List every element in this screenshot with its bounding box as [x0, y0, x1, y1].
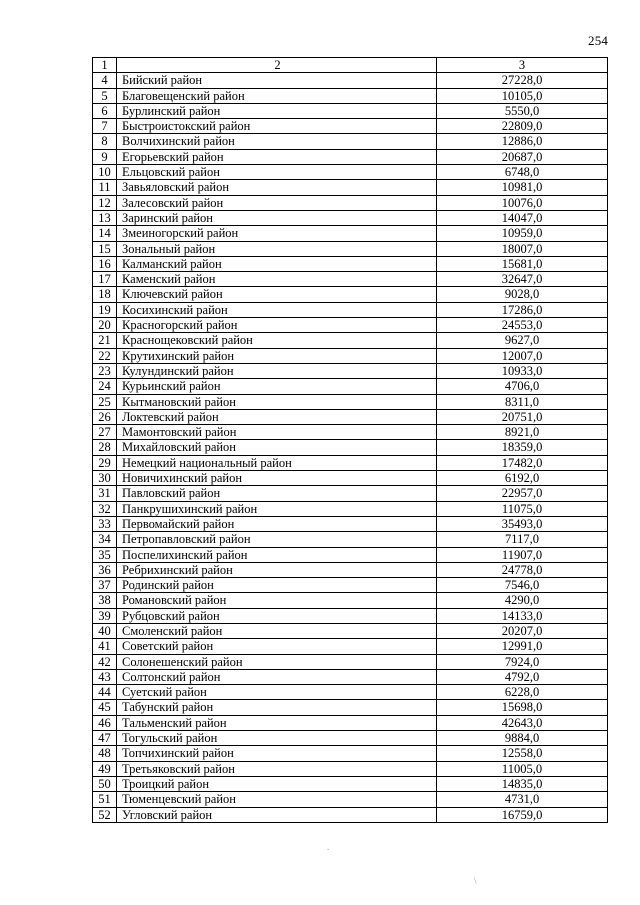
- district-value: 24778,0: [437, 562, 608, 577]
- district-name: Краснощековский район: [117, 333, 437, 348]
- table-row: [93, 532, 608, 547]
- district-value: 7924,0: [437, 654, 608, 669]
- table-row: [93, 501, 608, 516]
- row-number: 11: [93, 180, 117, 195]
- district-name: Тальменский район: [117, 715, 437, 730]
- district-value: 7546,0: [437, 578, 608, 593]
- table-row: [93, 685, 608, 700]
- district-name: Смоленский район: [117, 623, 437, 638]
- district-name: Топчихинский район: [117, 746, 437, 761]
- district-value: 4792,0: [437, 669, 608, 684]
- table-row: [93, 165, 608, 180]
- district-value: 4706,0: [437, 379, 608, 394]
- district-name: Ребрихинский район: [117, 562, 437, 577]
- district-name: Суетский район: [117, 685, 437, 700]
- row-number: 51: [93, 792, 117, 807]
- district-name: Рубцовский район: [117, 608, 437, 623]
- table-row: [93, 731, 608, 746]
- row-number: 5: [93, 88, 117, 103]
- table-row: [93, 486, 608, 501]
- table-row: [93, 440, 608, 455]
- table-row: [93, 776, 608, 791]
- district-name: Красногорский район: [117, 318, 437, 333]
- district-value: 18007,0: [437, 241, 608, 256]
- table-row: [93, 761, 608, 776]
- row-number: 28: [93, 440, 117, 455]
- table-row: [93, 287, 608, 302]
- row-number: 16: [93, 256, 117, 271]
- district-value: 32647,0: [437, 272, 608, 287]
- district-name: Павловский район: [117, 486, 437, 501]
- page-number: 254: [588, 33, 609, 48]
- district-value: 17286,0: [437, 302, 608, 317]
- row-number: 14: [93, 226, 117, 241]
- row-number: 31: [93, 486, 117, 501]
- table-row: [93, 807, 608, 822]
- table-row: [93, 119, 608, 134]
- district-name: Волчихинский район: [117, 134, 437, 149]
- row-number: 6: [93, 103, 117, 118]
- district-value: 12886,0: [437, 134, 608, 149]
- district-value: 12991,0: [437, 639, 608, 654]
- row-number: 35: [93, 547, 117, 562]
- district-value: 18359,0: [437, 440, 608, 455]
- table-row: [93, 318, 608, 333]
- district-name: Егорьевский район: [117, 149, 437, 164]
- row-number: 9: [93, 149, 117, 164]
- district-name: Бийский район: [117, 73, 437, 88]
- district-value: 15681,0: [437, 256, 608, 271]
- table-row: [93, 608, 608, 623]
- district-name: Поспелихинский район: [117, 547, 437, 562]
- table-row: [93, 180, 608, 195]
- district-name: Панкрушихинский район: [117, 501, 437, 516]
- district-value: 20687,0: [437, 149, 608, 164]
- table-row: [93, 746, 608, 761]
- district-value: 5550,0: [437, 103, 608, 118]
- header-col-1: 1: [93, 58, 117, 73]
- table-row: [93, 516, 608, 531]
- table-row: [93, 333, 608, 348]
- district-value: 4731,0: [437, 792, 608, 807]
- district-name: Табунский район: [117, 700, 437, 715]
- district-name: Петропавловский район: [117, 532, 437, 547]
- row-number: 22: [93, 348, 117, 363]
- row-number: 26: [93, 409, 117, 424]
- row-number: 44: [93, 685, 117, 700]
- row-number: 4: [93, 73, 117, 88]
- row-number: 27: [93, 425, 117, 440]
- district-value: 9884,0: [437, 731, 608, 746]
- district-name: Кулундинский район: [117, 363, 437, 378]
- row-number: 42: [93, 654, 117, 669]
- district-name: Крутихинский район: [117, 348, 437, 363]
- table-body: [93, 58, 608, 823]
- district-value: 27228,0: [437, 73, 608, 88]
- district-value: 15698,0: [437, 700, 608, 715]
- district-value: 4290,0: [437, 593, 608, 608]
- district-value: 11075,0: [437, 501, 608, 516]
- district-value: 24553,0: [437, 318, 608, 333]
- header-col-3: 3: [437, 58, 608, 73]
- row-number: 8: [93, 134, 117, 149]
- district-value: 6192,0: [437, 471, 608, 486]
- table-row: [93, 302, 608, 317]
- row-number: 39: [93, 608, 117, 623]
- district-name: Косихинский район: [117, 302, 437, 317]
- district-value: 10933,0: [437, 363, 608, 378]
- district-name: Змеиногорский район: [117, 226, 437, 241]
- district-value: 8921,0: [437, 425, 608, 440]
- district-value: 10076,0: [437, 195, 608, 210]
- table-row: [93, 103, 608, 118]
- row-number: 13: [93, 210, 117, 225]
- district-name: Солтонский район: [117, 669, 437, 684]
- district-value: 14835,0: [437, 776, 608, 791]
- district-value: 12007,0: [437, 348, 608, 363]
- district-value: 22809,0: [437, 119, 608, 134]
- district-name: Мамонтовский район: [117, 425, 437, 440]
- table-row: [93, 241, 608, 256]
- row-number: 12: [93, 195, 117, 210]
- row-number: 33: [93, 516, 117, 531]
- table-row: [93, 348, 608, 363]
- district-name: Локтевский район: [117, 409, 437, 424]
- table-row: [93, 639, 608, 654]
- row-number: 38: [93, 593, 117, 608]
- district-name: Курьинский район: [117, 379, 437, 394]
- row-number: 24: [93, 379, 117, 394]
- district-name: Ельцовский район: [117, 165, 437, 180]
- district-value: 20751,0: [437, 409, 608, 424]
- row-number: 41: [93, 639, 117, 654]
- district-value: 22957,0: [437, 486, 608, 501]
- district-name: Родинский район: [117, 578, 437, 593]
- district-name: Советский район: [117, 639, 437, 654]
- row-number: 34: [93, 532, 117, 547]
- district-name: Заринский район: [117, 210, 437, 225]
- row-number: 21: [93, 333, 117, 348]
- row-number: 43: [93, 669, 117, 684]
- district-value: 16759,0: [437, 807, 608, 822]
- row-number: 15: [93, 241, 117, 256]
- table-row: [93, 471, 608, 486]
- table-row: [93, 547, 608, 562]
- row-number: 23: [93, 363, 117, 378]
- district-value: 14047,0: [437, 210, 608, 225]
- district-name: Солонешенский район: [117, 654, 437, 669]
- row-number: 36: [93, 562, 117, 577]
- district-name: Залесовский район: [117, 195, 437, 210]
- table-row: [93, 593, 608, 608]
- district-name: Кытмановский район: [117, 394, 437, 409]
- district-name: Третьяковский район: [117, 761, 437, 776]
- district-value: 7117,0: [437, 532, 608, 547]
- district-value: 6748,0: [437, 165, 608, 180]
- district-value: 11907,0: [437, 547, 608, 562]
- district-value: 12558,0: [437, 746, 608, 761]
- district-name: Немецкий национальный район: [117, 455, 437, 470]
- row-number: 37: [93, 578, 117, 593]
- district-value: 10105,0: [437, 88, 608, 103]
- row-number: 32: [93, 501, 117, 516]
- header-col-2: 2: [117, 58, 437, 73]
- district-name: Завьяловский район: [117, 180, 437, 195]
- row-number: 46: [93, 715, 117, 730]
- district-value: 17482,0: [437, 455, 608, 470]
- district-value: 10981,0: [437, 180, 608, 195]
- row-number: 40: [93, 623, 117, 638]
- row-number: 52: [93, 807, 117, 822]
- district-name: Каменский район: [117, 272, 437, 287]
- table-row: [93, 654, 608, 669]
- district-value: 35493,0: [437, 516, 608, 531]
- district-name: Михайловский район: [117, 440, 437, 455]
- table-row: [93, 715, 608, 730]
- table-row: [93, 409, 608, 424]
- table-row: [93, 792, 608, 807]
- table-row: [93, 578, 608, 593]
- row-number: 50: [93, 776, 117, 791]
- row-number: 7: [93, 119, 117, 134]
- table-row: [93, 73, 608, 88]
- district-name: Троицкий район: [117, 776, 437, 791]
- district-name: Зональный район: [117, 241, 437, 256]
- district-name: Тогульский район: [117, 731, 437, 746]
- table-row: [93, 669, 608, 684]
- table-row: [93, 226, 608, 241]
- district-value: 20207,0: [437, 623, 608, 638]
- district-table: [92, 57, 608, 823]
- district-value: 14133,0: [437, 608, 608, 623]
- district-name: Первомайский район: [117, 516, 437, 531]
- district-value: 10959,0: [437, 226, 608, 241]
- district-name: Угловский район: [117, 807, 437, 822]
- row-number: 48: [93, 746, 117, 761]
- table-row: [93, 272, 608, 287]
- district-name: Тюменцевский район: [117, 792, 437, 807]
- table-row: [93, 88, 608, 103]
- row-number: 17: [93, 272, 117, 287]
- district-name: Ключевский район: [117, 287, 437, 302]
- district-value: 8311,0: [437, 394, 608, 409]
- district-value: 9627,0: [437, 333, 608, 348]
- row-number: 18: [93, 287, 117, 302]
- table-row: [93, 149, 608, 164]
- district-name: Бурлинский район: [117, 103, 437, 118]
- scan-speck: \: [474, 876, 477, 886]
- table-row: [93, 700, 608, 715]
- row-number: 25: [93, 394, 117, 409]
- row-number: 29: [93, 455, 117, 470]
- header-row: [93, 58, 608, 73]
- table-row: [93, 379, 608, 394]
- row-number: 10: [93, 165, 117, 180]
- table-row: [93, 425, 608, 440]
- district-value: 9028,0: [437, 287, 608, 302]
- table-row: [93, 455, 608, 470]
- row-number: 49: [93, 761, 117, 776]
- table-row: [93, 394, 608, 409]
- district-name: Быстроистокский район: [117, 119, 437, 134]
- row-number: 20: [93, 318, 117, 333]
- table-row: [93, 363, 608, 378]
- district-value: 42643,0: [437, 715, 608, 730]
- district-value: 6228,0: [437, 685, 608, 700]
- table-row: [93, 134, 608, 149]
- district-name: Благовещенский район: [117, 88, 437, 103]
- row-number: 30: [93, 471, 117, 486]
- table-row: [93, 623, 608, 638]
- row-number: 45: [93, 700, 117, 715]
- row-number: 19: [93, 302, 117, 317]
- table-row: [93, 562, 608, 577]
- district-name: Калманский район: [117, 256, 437, 271]
- table-row: [93, 256, 608, 271]
- row-number: 47: [93, 731, 117, 746]
- district-name: Новичихинский район: [117, 471, 437, 486]
- table-row: [93, 210, 608, 225]
- district-value: 11005,0: [437, 761, 608, 776]
- scan-speck: .: [327, 842, 330, 852]
- table-row: [93, 195, 608, 210]
- district-name: Романовский район: [117, 593, 437, 608]
